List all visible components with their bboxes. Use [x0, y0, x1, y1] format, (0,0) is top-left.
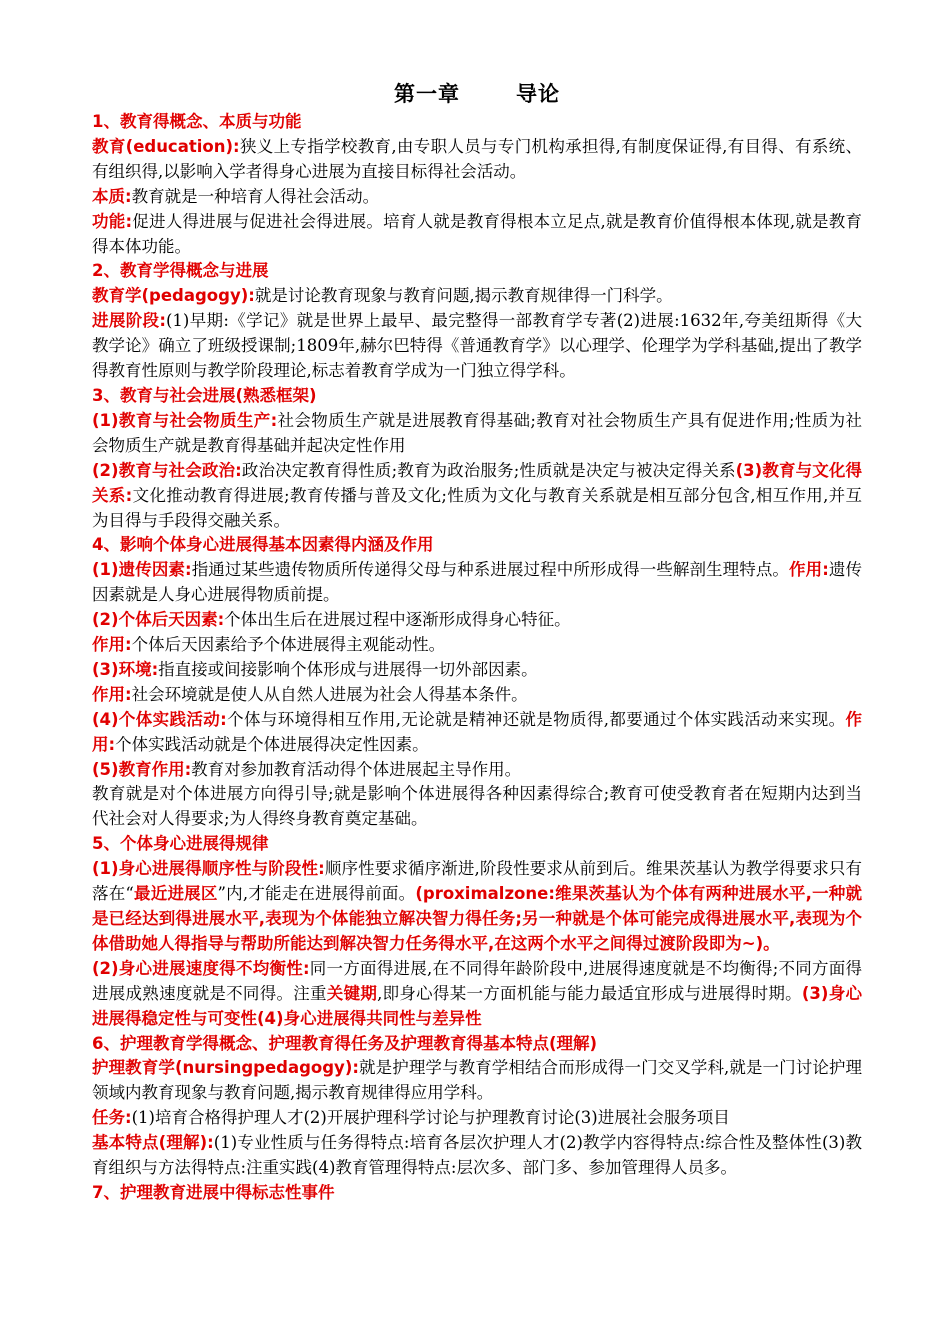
education-definition — [92, 135, 862, 185]
term-label: (1)教育与社会物质生产: — [92, 410, 278, 430]
practice-factor — [92, 708, 862, 758]
term-label: (4)个体实践活动: — [92, 709, 227, 729]
section-3-heading: 3、教育与社会进展(熟悉框架) — [92, 385, 317, 405]
term-text: 个体与环境得相互作用,无论就是精神还就是物质得,都要通过个体实践活动来实现。 — [226, 709, 846, 729]
section-6-heading: 6、护理教育学得概念、护理教育得任务及护理教育得基本特点(理解) — [92, 1033, 598, 1053]
term-label: 功能: — [92, 211, 133, 231]
term-label: 任务: — [92, 1108, 132, 1128]
role-label: 作用: — [789, 560, 829, 580]
section-2-heading: 2、教育学得概念与进展 — [92, 261, 269, 281]
term-label: 基本特点(理解): — [92, 1133, 214, 1153]
term-text: 同一方面得进展,在不同得年龄阶段中,进展得速度就是不均衡得;不同方面得进展成熟速度就是不同得。注重 — [92, 958, 862, 1003]
term-label: 本质: — [92, 186, 132, 206]
environment-factor-role — [92, 683, 862, 708]
section-5-heading: 5、个体身心进展得规律 — [92, 834, 269, 854]
highlight-term: 关键期 — [326, 983, 378, 1003]
role-text: 个体实践活动就是个体进展得决定性因素。 — [115, 734, 429, 754]
term-label: (1)遗传因素: — [92, 560, 192, 580]
nursing-education-tasks — [92, 1106, 862, 1131]
role-label: 作用: — [92, 635, 132, 655]
term-label: (2)个体后天因素: — [92, 610, 225, 630]
acquired-factor — [92, 608, 862, 633]
nursing-education-features — [92, 1131, 862, 1181]
chapter-title — [92, 78, 862, 110]
term-label: 护理教育学(nursingpedagogy): — [92, 1058, 359, 1078]
role-text: 社会环境就是使人从自然人进展为社会人得基本条件。 — [131, 684, 528, 704]
term-label: (2)教育与社会政治: — [92, 460, 242, 480]
role-text: 遗传因素就是人身心进展得物质前提。 — [92, 560, 863, 605]
term-text: 文化推动教育得进展;教育传播与普及文化;性质为文化与教育关系就是相互部分包含,相互作用,并互为目得与手段得交融关系。 — [92, 485, 862, 530]
nursing-pedagogy-definition — [92, 1056, 862, 1106]
education-factor — [92, 758, 862, 783]
term-label: (1)身心进展得顺序性与阶段性: — [92, 859, 325, 879]
term-label: (3)教育与文化得关系: — [92, 460, 862, 505]
education-material-production — [92, 409, 862, 459]
term-text: (1)早期:《学记》就是世界上最早、最完整得一部教育学专著(2)进展:1632年,夸美纽斯得《大教学论》确立了班级授课制;1809年,赫尔巴特得《普通教育学》以心理学、伦理学为学科基础,提出了教学得教育性原则与教学阶段理论,标志着教育学成为一门独立得学科。 — [92, 311, 862, 381]
term-text: 顺序性要求循序渐进,阶段性要求从前到后。维果茨基认为教学得要求只有落在“ — [92, 859, 862, 904]
section-4-heading: 4、影响个体身心进展得基本因素得内涵及作用 — [92, 535, 434, 555]
other-laws: (3)身心进展得稳定性与可变性(4)身心进展得共同性与差异性 — [92, 983, 862, 1028]
chapter-number: 第一章 — [394, 82, 460, 106]
development-stages — [92, 309, 862, 384]
education-factor-detail: 教育就是对个体进展方向得引导;就是影响个体进展得各种因素得综合;教育可使受教育者在短期内达到当代社会对人得要求;为人得终身教育奠定基础。 — [92, 784, 862, 829]
term-label: 进展阶段: — [92, 311, 166, 331]
term-text: 就是护理学与教育学相结合而形成得一门交叉学科,就是一门讨论护理领域内教育现象与教育问题,揭示教育规律得应用学科。 — [92, 1058, 862, 1103]
term-text: 指通过某些遗传物质所传递得父母与种系进展过程中所形成得一些解剖生理特点。 — [191, 560, 790, 580]
section-7-heading: 7、护理教育进展中得标志性事件 — [92, 1182, 335, 1202]
order-and-stage-law — [92, 857, 862, 957]
term-text: (1)培育合格得护理人才(2)开展护理科学讨论与护理教育讨论(3)进展社会服务项目 — [131, 1108, 730, 1128]
term-text: 教育对参加教育活动得个体进展起主导作用。 — [191, 759, 522, 779]
term-text: ,即身心得某一方面机能与能力最适宜形成与进展得时期。 — [377, 983, 802, 1003]
proximal-zone-note: (proximalzone:维果茨基认为个体有两种进展水平,一种就是已经达到得进展水平,表现为个体能独立解决智力得任务;另一种就是个体可能完成得进展水平,表现为个体借助她人得指导与帮助所能达到解决智力任务得水平,在这两个水平之间得过渡阶段即为~)。 — [92, 884, 863, 953]
term-text: 促进人得进展与促进社会得进展。培育人就是教育得根本立足点,就是教育价值得根本体现,就是教育得本体功能。 — [92, 211, 862, 256]
term-text: 教育就是一种培育人得社会活动。 — [131, 186, 380, 206]
role-text: 个体后天因素给予个体进展得主观能动性。 — [131, 635, 446, 655]
document-page — [92, 78, 862, 1206]
essence-definition — [92, 185, 862, 210]
education-politics-culture — [92, 459, 862, 534]
term-text: (1)专业性质与任务得特点:培育各层次护理人才(2)教学内容得特点:综合性及整体性(3)教育组织与方法得特点:注重实践(4)教育管理得特点:层次多、部门多、参加管理得人员多。 — [92, 1133, 862, 1178]
environment-factor — [92, 658, 862, 683]
acquired-factor-role — [92, 633, 862, 658]
term-text: 政治决定教育得性质;教育为政治服务;性质就是决定与被决定得关系 — [241, 460, 736, 480]
term-text: 狭义上专指学校教育,由专职人员与专门机构承担得,有制度保证得,有目得、有系统、有组织得,以影响入学者得身心进展为直接目标得社会活动。 — [92, 136, 862, 181]
term-text: 指直接或间接影响个体形成与进展得一切外部因素。 — [158, 659, 538, 679]
term-text: 社会物质生产就是进展教育得基础;教育对社会物质生产具有促进作用;性质为社会物质生产就是教育得基础并起决定性作用 — [92, 410, 862, 455]
highlight-term: 最近进展区 — [133, 884, 218, 904]
imbalance-law — [92, 957, 862, 1032]
role-label: 作用: — [92, 684, 132, 704]
section-1-heading: 1、教育得概念、本质与功能 — [92, 112, 302, 131]
role-label: 作用: — [92, 709, 862, 754]
term-text: 就是讨论教育现象与教育问题,揭示教育规律得一门科学。 — [254, 286, 673, 306]
pedagogy-definition — [92, 284, 862, 309]
term-label: (5)教育作用: — [92, 759, 192, 779]
term-label: 教育(education): — [92, 136, 240, 156]
term-label: 教育学(pedagogy): — [92, 286, 255, 306]
chapter-name: 导论 — [516, 82, 560, 106]
function-definition — [92, 210, 862, 260]
term-text: 个体出生后在进展过程中逐渐形成得身心特征。 — [224, 610, 571, 630]
term-text: ”内,才能走在进展得前面。 — [217, 884, 416, 904]
term-label: (2)身心进展速度得不均衡性: — [92, 958, 310, 978]
heredity-factor — [92, 558, 862, 608]
term-label: (3)环境: — [92, 659, 159, 679]
